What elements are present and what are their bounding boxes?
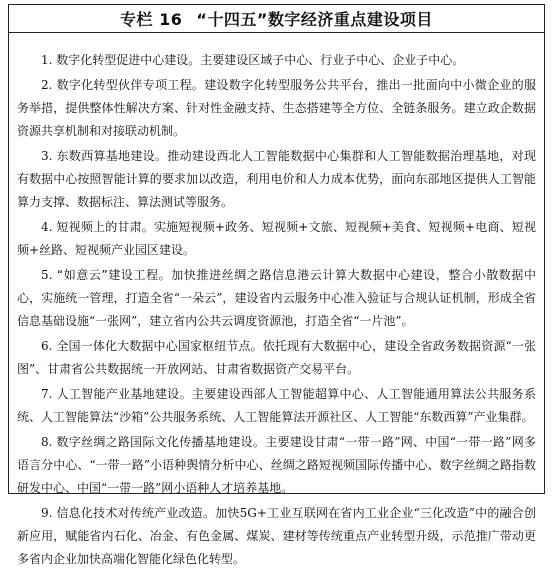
item-number: 8. bbox=[41, 435, 53, 449]
item-title: 数字丝绸之路国际文化传播基地建设。 bbox=[56, 435, 266, 449]
item-number: 3. bbox=[41, 149, 53, 163]
item-title: 短视频上的甘肃。 bbox=[56, 220, 154, 234]
item-number: 2. bbox=[41, 78, 53, 92]
item-body: 依托现有大数据中心，建设全省政务数据资源“一张图”、甘肃省公共数据统一开放网站、甘肃省数据资产交易平台。 bbox=[17, 339, 536, 376]
item-body: 加快5G+工业互联网在省内工业企业“三化改造”中的融合创新应用，赋能省内石化、冶金、有色金属、煤炭、建材等传统重点产业转型升级，示范推广带动更多省内企业加快高端化智能化绿色化转型。 bbox=[17, 506, 536, 566]
item-body: 建设数字化转型服务公共平台，推出一批面向中小微企业的服务举措，提供整体性解决方案、针对性金融支持、生态搭建等全方位、全链条服务。建立政企数据资源共享机制和对接联动机制。 bbox=[17, 78, 536, 138]
column-title: “十四五”数字经济重点建设项目 bbox=[196, 10, 433, 29]
project-item bbox=[17, 431, 536, 500]
project-item bbox=[17, 502, 536, 571]
item-title: “如意云”建设工程。 bbox=[56, 268, 172, 282]
item-body: 主要建设西部人工智能超算中心、人工智能通用算法公共服务系统、人工智能算法“沙箱”公共服务系统、人工智能算法开源社区、人工智能“东数西算”产业集群。 bbox=[17, 387, 536, 424]
item-body: 加快推进丝绸之路信息港云计算大数据中心建设，整合小散数据中心，实施统一管理，打造全省“一朵云”，建设省内云服务中心准入验证与合规认证机制，形成全省信息基础设施“一张网”，建立省内公共云调度资源池，打造全省“一片池”。 bbox=[17, 268, 536, 328]
item-body: 主要建设甘肃“一带一路”网、中国“一带一路”网多语言分中心、“一带一路”小语种舆情分析中心、丝绸之路短视频国际传播中心、数字丝绸之路指数研发中心、中国“一带一路”网小语种人才培养基地。 bbox=[17, 435, 536, 495]
item-number: 6. bbox=[41, 339, 53, 353]
item-title: 东数西算基地建设。 bbox=[56, 149, 168, 163]
item-title: 数字化转型伙伴专项工程。 bbox=[56, 78, 205, 92]
item-title: 全国一体化大数据中心国家枢纽节点。 bbox=[56, 339, 263, 353]
item-title: 人工智能产业基地建设。 bbox=[56, 387, 192, 401]
item-body: 实施短视频+政务、短视频+文旅、短视频+美食、短视频+电商、短视频+丝路、短视频产业园区建设。 bbox=[17, 220, 536, 257]
project-item bbox=[17, 145, 536, 214]
item-number: 4. bbox=[41, 220, 53, 234]
project-list bbox=[17, 49, 536, 573]
item-body: 主要建设区域子中心、行业子中心、企业子中心。 bbox=[200, 53, 465, 67]
item-number: 7. bbox=[41, 387, 53, 401]
project-item bbox=[17, 383, 536, 429]
project-item bbox=[17, 335, 536, 381]
column-label: 专栏 16 bbox=[120, 10, 183, 29]
project-item bbox=[17, 74, 536, 143]
item-title: 数字化转型促进中心建设。 bbox=[56, 53, 201, 67]
item-number: 1. bbox=[41, 53, 53, 67]
project-item bbox=[17, 216, 536, 262]
column-box bbox=[8, 4, 545, 566]
item-body: 推动建设西北人工智能数据中心集群和人工智能数据治理基地，对现有数据中心按照智能计算的要求加以改造，利用电价和人力成本优势，面向东部地区提供人工智能算力支撑、数据标注、算法测试等服务。 bbox=[17, 149, 536, 209]
item-title: 信息化技术对传统产业改造。 bbox=[56, 506, 216, 520]
column-header bbox=[9, 5, 544, 33]
item-number: 5. bbox=[41, 268, 53, 282]
item-number: 9. bbox=[41, 506, 53, 520]
project-item bbox=[17, 264, 536, 333]
project-item bbox=[17, 49, 536, 72]
